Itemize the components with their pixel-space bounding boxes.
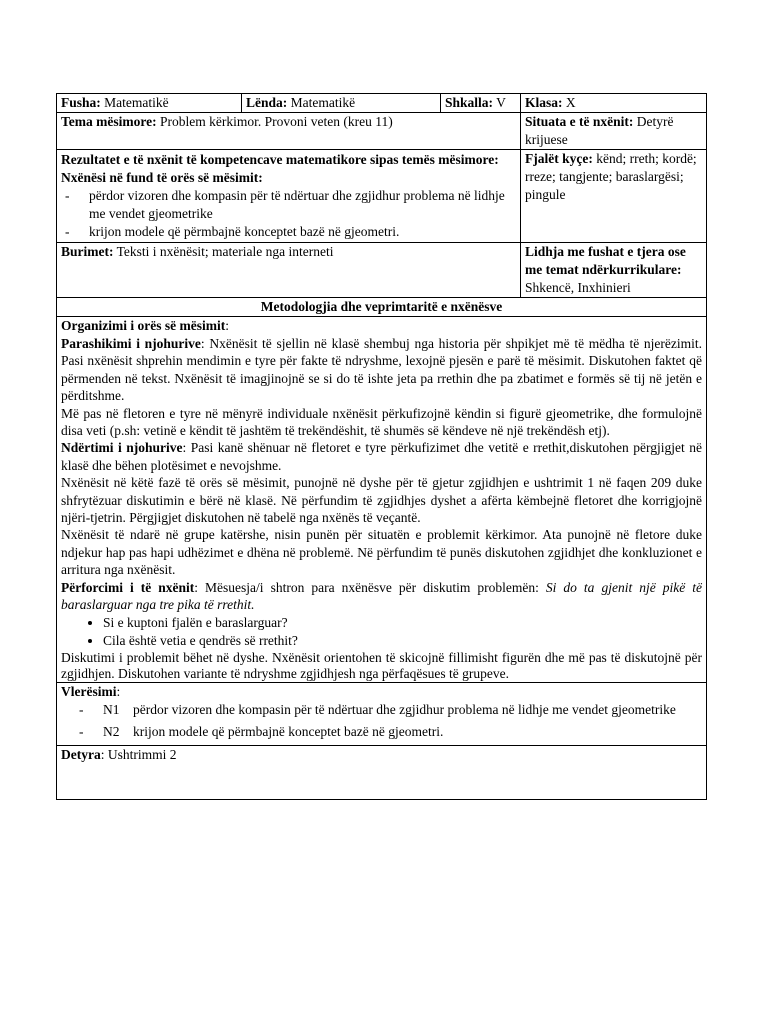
parashikimi-text: : Nxënësit të sjellin në klasë shembuj nga historia për shpikjet më të mëdha të njerëzimit. Pasi nxënësit shprehin mendimin e tyre për fakte të ndryshme, lexojnë pjesën e parë të mësimit. Diskutohen faktet që përmenden në tekst. Nxënësit të imagjinojnë se si do të ishte jeta pa rrethin dhe pa zbatimet e formës së tij në jetën e përditshme.	[61, 336, 703, 404]
row-organization	[57, 317, 707, 683]
closing-paragraph: Diskutimi i problemit bëhet në dyshe. Nxënësit orientohen të skicojnë fillimisht figurën dhe më pas të diskutojnë për zgjidhjen. Diskutohen variante të ndryshme zgjidhjesh nga përfaqësues të grupeve.	[61, 649, 702, 681]
tema-value: Problem kërkimor. Provoni veten (kreu 11)	[156, 114, 393, 129]
rezultatet-list	[61, 187, 516, 241]
row-methodology-title	[57, 298, 707, 317]
vleresimi-label: Vlerësimi	[61, 683, 117, 699]
detyra-value: : Ushtrimmi 2	[100, 746, 177, 762]
cell-klasa	[521, 94, 707, 113]
fusha-value: Matematikë	[100, 95, 169, 110]
vleresimi-list	[61, 701, 702, 741]
lesson-plan	[56, 93, 706, 800]
ndertimi-text: : Pasi kanë shënuar në fletoret e tyre përkufizimet dhe vetitë e rrethit,diskutohen përgjigjet në klasë dhe bëhen plotësimet e nevojshme.	[61, 440, 702, 473]
vleresimi-colon: :	[116, 683, 121, 699]
fusha-label: Fusha:	[61, 95, 101, 110]
metodologjia-title: Metodologjia dhe veprimtaritë e nxënësve	[57, 298, 707, 317]
vleresimi-item	[97, 701, 702, 719]
klasa-label: Klasa:	[525, 95, 563, 110]
cell-organizimi	[57, 317, 707, 683]
burimet-label: Burimet:	[61, 244, 114, 259]
parashikimi-label: Parashikimi i njohurive	[61, 336, 201, 351]
parashikimi-paragraph	[61, 335, 702, 405]
vleresimi-code: N1	[103, 701, 120, 717]
rezultatet-subheading: Nxënësi në fund të orës së mësimit:	[61, 170, 263, 185]
ndertimi-paragraph-3: Nxënësit të ndarë në grupe katërshe, nisin punën për situatën e problemit kërkimor. Ata punojnë në fletore duke ndjekur hap pas hapi udhëzimet e dhëna në problemë. Në përfundim të punës diskutohen zgjidhjet dhe konkluzionet e arritura nga nxënësit.	[61, 527, 702, 578]
question-item: • Cila është vetia e qendrës së rrethit?	[103, 632, 702, 650]
organizimi-colon: :	[225, 318, 229, 333]
fjalet-label: Fjalët kyçe:	[525, 151, 593, 166]
row-resources	[57, 243, 707, 298]
perforcimi-question: Si do ta gjenit një pikë të baraslarguar nga tre pika të rrethit.	[61, 579, 702, 613]
cell-fusha	[57, 94, 242, 113]
cell-detyra	[57, 745, 707, 799]
parashikimi-paragraph-2: Më pas në fletoren e tyre në mënyrë individuale nxënësit përkufizojnë këndin si figurë gjeometrike, dhe formulojnë disa veti (p.sh: vetinë e këndit të jashtëm të trekëndëshit, të shumës së këndeve në një trekëndësh etj).	[61, 405, 702, 439]
cell-burimet	[57, 243, 521, 298]
question-item: • Si e kuptoni fjalën e baraslarguar?	[103, 614, 702, 632]
cell-tema	[57, 113, 521, 150]
tema-label: Tema mësimore:	[61, 114, 157, 129]
cell-shkalla	[441, 94, 521, 113]
cell-lidhja	[521, 243, 707, 298]
vleresimi-text: përdor vizoren dhe kompasin për të ndërtuar dhe zgjidhur problema në lidhje me vendet gjeometrike	[133, 701, 676, 717]
row-topic	[57, 113, 707, 150]
detyra-label: Detyra	[61, 746, 101, 762]
perforcimi-text: : Mësuesja/i shtron para nxënësve për diskutim problemën:	[194, 579, 546, 595]
row-assessment	[57, 682, 707, 745]
vleresimi-item	[97, 723, 702, 741]
organizimi-label: Organizimi i orës së mësimit	[61, 318, 226, 333]
klasa-value: X	[562, 95, 576, 110]
vleresimi-text: krijon modele që përmbajnë konceptet bazë në gjeometri.	[133, 723, 444, 739]
ndertimi-paragraph	[61, 439, 702, 474]
cell-fjalet	[521, 150, 707, 243]
rezultatet-heading: Rezultatet e të nxënit të kompetencave matematikore sipas temës mësimore:	[61, 152, 499, 167]
questions-list	[61, 614, 702, 650]
cell-lenda	[242, 94, 441, 113]
row-outcomes	[57, 150, 707, 243]
lidhja-value: Shkencë, Inxhinieri	[525, 280, 631, 295]
lesson-plan-table	[56, 93, 707, 800]
lenda-value: Matematikë	[287, 95, 356, 110]
perforcimi-paragraph	[61, 579, 702, 614]
rezultatet-item: - përdor vizoren dhe kompasin për të ndërtuar dhe zgjidhur problema në lidhje me vendet gjeometrike	[83, 187, 516, 223]
shkalla-label: Shkalla:	[445, 95, 494, 110]
fjalet-value: kënd; rreth; kordë; rreze; tangjente; baraslargësi; pingule	[525, 151, 697, 202]
cell-situata	[521, 113, 707, 150]
perforcimi-label: Përforcimi i të nxënit	[61, 579, 195, 595]
row-homework	[57, 745, 707, 799]
cell-rezultatet	[57, 150, 521, 243]
ndertimi-label: Ndërtimi i njohurive	[61, 440, 183, 456]
situata-value: Detyrë krijuese	[525, 114, 674, 147]
lenda-label: Lënda:	[246, 95, 288, 110]
row-subject	[57, 94, 707, 113]
shkalla-value: V	[493, 95, 506, 110]
rezultatet-item: - krijon modele që përmbajnë konceptet bazë në gjeometri.	[83, 223, 516, 241]
vleresimi-code: N2	[103, 723, 120, 739]
lidhja-label: Lidhja me fushat e tjera ose me temat ndërkurrikulare:	[525, 244, 686, 277]
situata-label: Situata e të nxënit:	[525, 114, 634, 129]
burimet-value: Teksti i nxënësit; materiale nga interneti	[113, 244, 334, 259]
ndertimi-paragraph-2: Nxënësit në këtë fazë të orës së mësimit, punojnë në dyshe për të gjetur zgjidhjen e ushtrimit 1 në faqen 209 duke shfrytëzuar diskutimin e bërë në klasë. Në përfundim të zgjidhjes dyshet a afërta këmbejnë fletoret dhe korrigjojnë njëri-tjetrin. Përgjigjet diskutohen në tabelë nga nxënës të veçantë.	[61, 475, 702, 526]
cell-vleresimi	[57, 682, 707, 745]
